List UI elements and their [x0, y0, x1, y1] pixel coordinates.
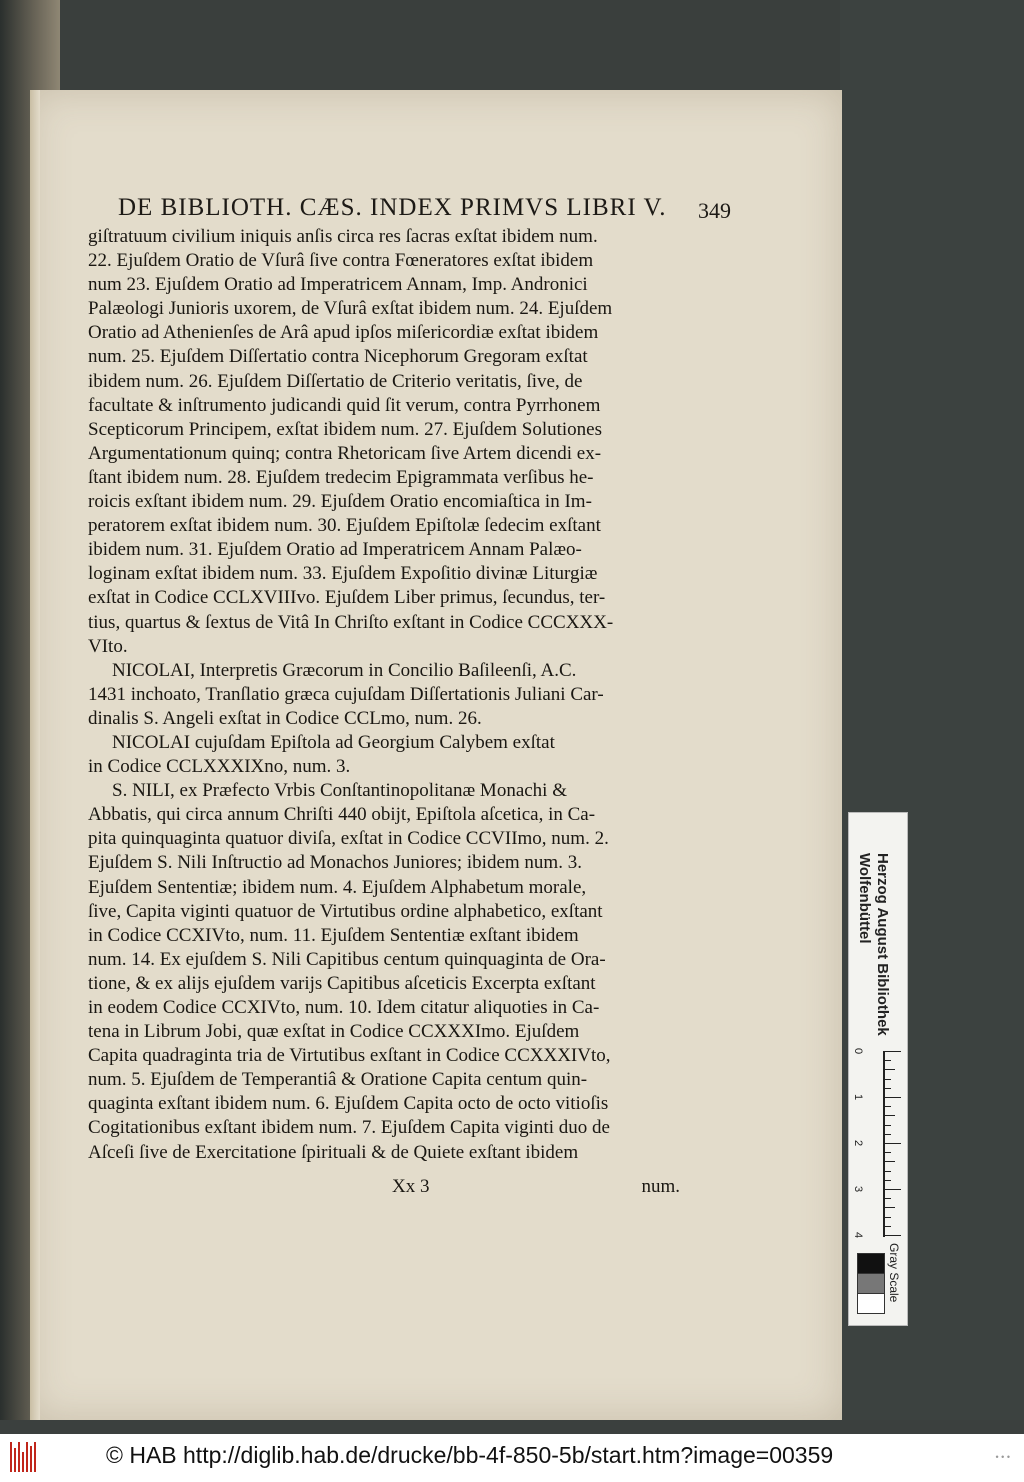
- ruler-minor-tick: [885, 1115, 895, 1116]
- text-line: tena in Librum Jobi, quæ exſtat in Codice CCXXXImo. Ejuſdem: [88, 1021, 580, 1043]
- ruler-minor-tick: [885, 1217, 891, 1218]
- ruler-minor-tick: [885, 1079, 891, 1080]
- copyright-url[interactable]: © HAB http://diglib.hab.de/drucke/bb-4f-850-5b/start.htm?image=00359: [106, 1442, 834, 1468]
- body-text: [88, 225, 680, 1165]
- text-line: num. 25. Ejuſdem Diſſertatio contra Nicephorum Gregoram exſtat: [88, 346, 588, 368]
- ruler-tick-label: 4: [852, 1231, 865, 1239]
- ruler-minor-tick: [885, 1134, 891, 1135]
- gray-scale-label: Gray Scale: [887, 1243, 901, 1303]
- color-ruler-strip: [848, 812, 908, 1326]
- gray-patch-mid: [857, 1273, 885, 1294]
- gray-patch-white: [857, 1293, 885, 1314]
- footer-dots: • • •: [995, 1452, 1010, 1462]
- book-page: [30, 90, 842, 1420]
- ruler-tick: [885, 1051, 901, 1052]
- viewer-footer: [0, 1434, 1024, 1482]
- ruler-tick: [885, 1143, 901, 1144]
- ruler-scale: [852, 1047, 905, 1239]
- text-line: Ejuſdem Sententiæ; ibidem num. 4. Ejuſdem Alphabetum morale,: [88, 876, 587, 898]
- scan-background-bottom: [0, 1420, 1024, 1434]
- text-line: ibidem num. 31. Ejuſdem Oratio ad Imperatricem Annam Palæo-: [88, 539, 582, 561]
- text-line: dinalis S. Angeli exſtat in Codice CCLmo, num. 26.: [88, 707, 482, 729]
- ruler-tick-label: 1: [852, 1093, 865, 1101]
- text-line: Abbatis, qui circa annum Chriſti 440 obijt, Epiſtola aſcetica, in Ca-: [88, 804, 596, 826]
- text-line: tius, quartus & ſextus de Vitâ In Chriſto exſtant in Codice CCCXXX-: [88, 611, 614, 633]
- hab-logo-icon: [10, 1442, 40, 1474]
- text-line: exſtat in Codice CCLXVIIIvo. Ejuſdem Liber primus, ſecundus, ter-: [88, 587, 606, 609]
- ruler-minor-tick: [885, 1106, 891, 1107]
- ruler-minor-tick: [885, 1207, 895, 1208]
- ruler-minor-tick: [885, 1069, 895, 1070]
- page-number: 349: [698, 198, 731, 223]
- text-line: num. 14. Ex ejuſdem S. Nili Capitibus centum quinquaginta de Ora-: [88, 948, 606, 970]
- text-line: tione, & ex alijs ejuſdem varijs Capitibus aſceticis Excerpta exſtant: [88, 972, 596, 994]
- text-line: peratorem exſtat ibidem num. 30. Ejuſdem Epiſtolæ ſedecim exſtant: [88, 515, 601, 537]
- text-line: Oratio ad Athenienſes de Arâ apud ipſos miſericordiæ exſtat ibidem: [88, 322, 599, 344]
- page-footer-line: [88, 1176, 680, 1202]
- ruler-minor-tick: [885, 1171, 891, 1172]
- signature-mark: Xx 3: [392, 1176, 430, 1197]
- ruler-minor-tick: [885, 1226, 891, 1227]
- ruler-minor-tick: [885, 1125, 891, 1126]
- ruler-tick: [885, 1189, 901, 1190]
- text-line: 22. Ejuſdem Oratio de Vſurâ ſive contra Fœneratores exſtat ibidem: [88, 250, 594, 272]
- text-line: Scepticorum Principem, exſtat ibidem num. 27. Ejuſdem Solutiones: [88, 418, 602, 440]
- ruler-minor-tick: [885, 1198, 891, 1199]
- text-line: ſtant ibidem num. 28. Ejuſdem tredecim Epigrammata verſibus he-: [88, 466, 594, 488]
- text-line: Argumentationum quinq; contra Rhetoricam ſive Artem dicendi ex-: [88, 442, 602, 464]
- text-line: 1431 inchoato, Tranſlatio græca cujuſdam Diſſertationis Juliani Car-: [88, 683, 604, 705]
- text-line: in Codice CCLXXXIXno, num. 3.: [88, 756, 351, 778]
- text-line: loginam exſtat ibidem num. 33. Ejuſdem Expoſitio divinæ Liturgiæ: [88, 563, 598, 585]
- ruler-minor-tick: [885, 1060, 891, 1061]
- ruler-institution-line2: Wolfenbüttel: [856, 853, 873, 944]
- text-line: Aſceſi ſive de Exercitatione ſpirituali & de Quiete exſtant ibidem: [88, 1141, 579, 1163]
- ruler-tick-label: 0: [852, 1047, 865, 1055]
- text-line: ibidem num. 26. Ejuſdem Diſſertatio de Criterio veritatis, ſive, de: [88, 370, 583, 392]
- text-line: facultate & inſtrumento judicandi quid ſit verum, contra Pyrrhonem: [88, 394, 601, 416]
- ruler-tick-label: 2: [852, 1139, 865, 1147]
- text-line: Cogitationibus exſtant ibidem num. 7. Ejuſdem Capita viginti duo de: [88, 1117, 610, 1139]
- text-line: in eodem Codice CCXIVto, num. 10. Idem citatur aliquoties in Ca-: [88, 997, 600, 1018]
- text-line: Capita quadraginta tria de Virtutibus exſtant in Codice CCXXXIVto,: [88, 1045, 611, 1067]
- text-line: NICOLAI, Interpretis Græcorum in Concilio Baſileenſi, A.C.: [112, 659, 577, 681]
- text-line: quaginta exſtant ibidem num. 6. Ejuſdem Capita octo de octo vitioſis: [88, 1093, 609, 1115]
- ruler-tick: [885, 1097, 901, 1098]
- text-line: in Codice CCXIVto, num. 11. Ejuſdem Sententiæ exſtant ibidem: [88, 924, 579, 946]
- text-line: NICOLAI cujuſdam Epiſtola ad Georgium Calybem exſtat: [112, 731, 555, 753]
- page-gutter-edge: [30, 90, 40, 1420]
- text-line: giſtratuum civilium iniquis anſis circa res ſacras exſtat ibidem num.: [88, 226, 598, 247]
- ruler-minor-tick: [885, 1088, 891, 1089]
- gray-patch-black: [857, 1253, 885, 1274]
- text-line: num. 5. Ejuſdem de Temperantiâ & Oratione Capita centum quin-: [88, 1069, 588, 1091]
- text-line: num 23. Ejuſdem Oratio ad Imperatricem Annam, Imp. Andronici: [88, 274, 588, 296]
- ruler-minor-tick: [885, 1180, 891, 1181]
- text-line: VIto.: [88, 635, 128, 657]
- text-line: Palæologi Junioris uxorem, de Vſurâ exſtat ibidem num. 24. Ejuſdem: [88, 298, 613, 320]
- catchword: num.: [641, 1176, 680, 1197]
- text-line: roicis exſtant ibidem num. 29. Ejuſdem Oratio encomiaſtica in Im-: [88, 491, 592, 513]
- text-line: pita quinquaginta quatuor diviſa, exſtat in Codice CCVIImo, num. 2.: [88, 828, 609, 850]
- text-line: ſive, Capita viginti quatuor de Virtutibus ordine alphabetico, exſtant: [88, 900, 603, 922]
- text-line: S. NILI, ex Præfecto Vrbis Conſtantinopolitanæ Monachi &: [112, 780, 567, 802]
- text-line: Ejuſdem S. Nili Inſtructio ad Monachos Juniores; ibidem num. 3.: [88, 852, 582, 874]
- ruler-tick-label: 3: [852, 1185, 865, 1193]
- ruler-tick: [885, 1235, 901, 1236]
- ruler-minor-tick: [885, 1161, 895, 1162]
- ruler-minor-tick: [885, 1152, 891, 1153]
- running-head: DE BIBLIOTH. CÆS. INDEX PRIMVS LIBRI V.: [118, 194, 667, 221]
- ruler-institution: [855, 853, 891, 1036]
- ruler-institution-line1: Herzog August Bibliothek: [874, 853, 891, 1036]
